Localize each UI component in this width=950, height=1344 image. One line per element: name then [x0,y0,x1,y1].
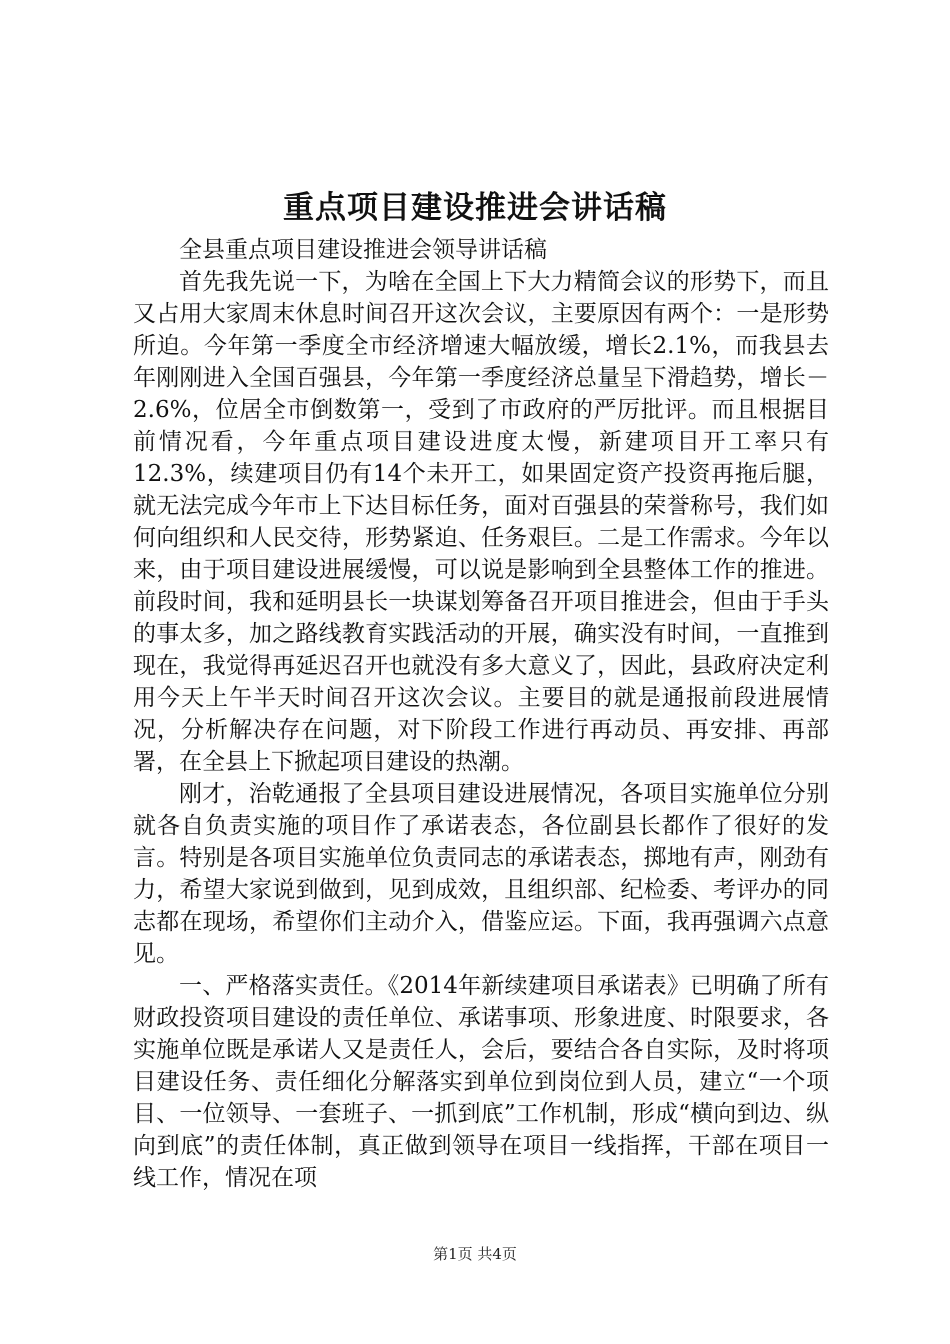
page-footer: 第1页 共4页 [433,1245,517,1263]
document-body [133,234,829,1194]
document-title: 重点项目建设推进会讲话稿 [283,190,667,226]
subtitle-paragraph: 全县重点项目建设推进会领导讲话稿 [179,237,547,263]
body-paragraph: 一、严格落实责任。《2014年新续建项目承诺表》已明确了所有财政投资项目建设的责任单位、承诺事项、形象进度、时限要求，各实施单位既是承诺人又是责任人，会后，要结合各自实际，及时将项目建设任务、责任细化分解落实到单位到岗位到人员，建立“一个项目、一位领导、一套班子、一抓到底”工作机制，形成“横向到边、纵向到底”的责任体制，真正做到领导在项目一线指挥，干部在项目一线工作，情况在项 [133,973,829,1191]
body-paragraph: 刚才，治乾通报了全县项目建设进展情况，各项目实施单位分别就各自负责实施的项目作了承诺表态，各位副县长都作了很好的发言。特别是各项目实施单位负责同志的承诺表态，掷地有声，刚劲有力，希望大家说到做到，见到成效，且组织部、纪检委、考评办的同志都在现场，希望你们主动介入，借鉴应运。下面，我再强调六点意见。 [133,781,829,967]
body-paragraph: 首先我先说一下，为啥在全国上下大力精简会议的形势下，而且又占用大家周末休息时间召开这次会议，主要原因有两个：一是形势所迫。今年第一季度全市经济增速大幅放缓，增长2.1%，而我县去年刚刚进入全国百强县，今年第一季度经济总量呈下滑趋势，增长－2.6%，位居全市倒数第一，受到了市政府的严厉批评。而且根据目前情况看，今年重点项目建设进度太慢，新建项目开工率只有12.3%，续建项目仍有14个未开工，如果固定资产投资再拖后腿，就无法完成今年市上下达目标任务，面对百强县的荣誉称号，我们如何向组织和人民交待，形势紧迫、任务艰巨。二是工作需求。今年以来，由于项目建设进展缓慢，可以说是影响到全县整体工作的推进。前段时间，我和延明县长一块谋划筹备召开项目推进会，但由于手头的事太多，加之路线教育实践活动的开展，确实没有时间，一直推到现在，我觉得再延迟召开也就没有多大意义了，因此，县政府决定利用今天上午半天时间召开这次会议。主要目的就是通报前段进展情况，分析解决存在问题，对下阶段工作进行再动员、再安排、再部署，在全县上下掀起项目建设的热潮。 [133,269,829,775]
